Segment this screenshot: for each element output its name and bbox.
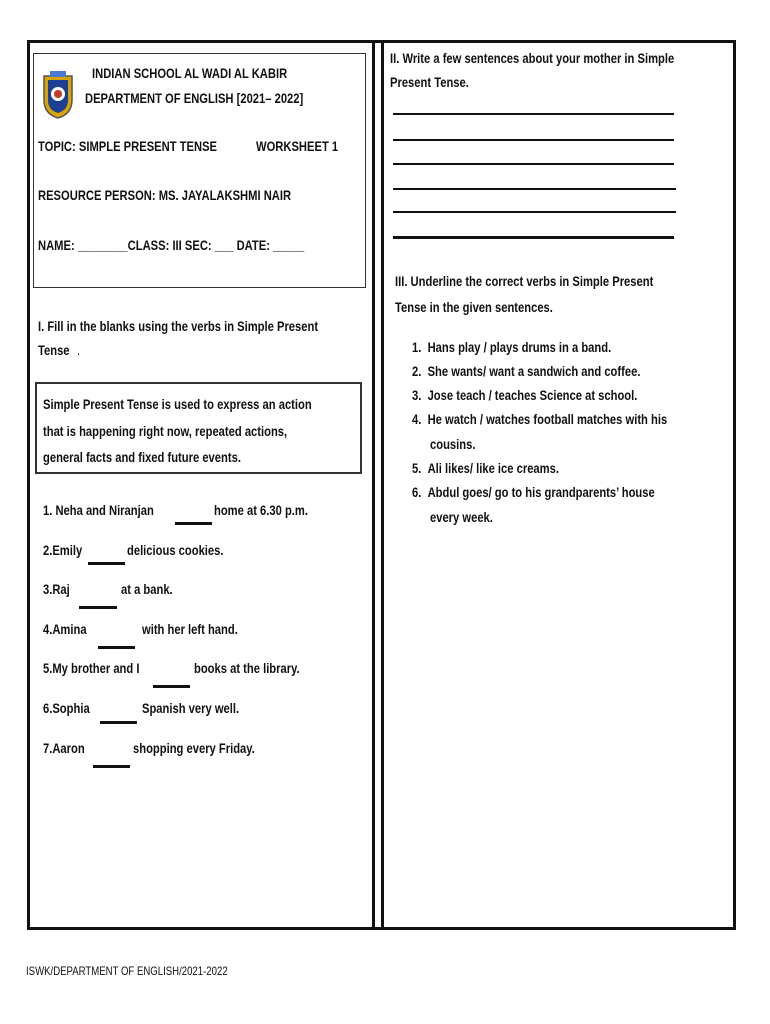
section1-title-line1: I. Fill in the blanks using the verbs in Simple Present (38, 318, 319, 334)
list-item: 2. She wants/ want a sandwich and coffee. (412, 363, 641, 379)
list-item: 1. Neha and Niranjan (43, 502, 154, 518)
section1-title-line2: Tense (38, 342, 70, 358)
definition-line: Simple Present Tense is used to express an action (43, 396, 312, 412)
answer-blank[interactable] (93, 751, 130, 768)
answer-blank[interactable] (153, 671, 190, 688)
school-logo (40, 70, 76, 120)
writing-line[interactable] (393, 188, 676, 190)
list-item: 5.My brother and I (43, 660, 140, 676)
definition-line: that is happening right now, repeated actions, (43, 423, 288, 439)
answer-blank[interactable] (100, 707, 137, 724)
list-item: 7.Aaron (43, 740, 85, 756)
list-item: 6. Abdul goes/ go to his grandparents’ house (412, 484, 655, 500)
writing-line[interactable] (393, 163, 674, 165)
student-info-line: NAME: ________CLASS: III SEC: ___ DATE: _____ (38, 237, 305, 253)
list-item: 1. Hans play / plays drums in a band. (412, 339, 612, 355)
list-item: 4.Amina (43, 621, 87, 637)
footer-text: ISWK/DEPARTMENT OF ENGLISH/2021-2022 (26, 964, 228, 978)
section3-title-line1: III. Underline the correct verbs in Simple Present (395, 273, 654, 289)
list-item: 3.Raj (43, 581, 70, 597)
column-divider-right (381, 40, 384, 930)
definition-line: general facts and fixed future events. (43, 449, 241, 465)
topic: TOPIC: SIMPLE PRESENT TENSE (38, 138, 218, 154)
answer-blank[interactable] (98, 632, 135, 649)
list-item: 3. Jose teach / teaches Science at school. (412, 387, 638, 403)
writing-line[interactable] (393, 139, 674, 141)
school-name: INDIAN SCHOOL AL WADI AL KABIR (92, 65, 288, 81)
list-item: 2.Emily (43, 542, 83, 558)
list-item: 6.Sophia (43, 700, 90, 716)
school-crest-icon (40, 70, 76, 120)
writing-line[interactable] (393, 113, 674, 115)
section2-title-line2: Present Tense. (390, 74, 469, 90)
list-item: 4. He watch / watches football matches with his (412, 411, 668, 427)
section3-title-line2: Tense in the given sentences. (395, 299, 553, 315)
answer-blank[interactable] (79, 592, 117, 609)
list-item: 5. Ali likes/ like ice creams. (412, 460, 559, 476)
answer-blank[interactable] (88, 548, 125, 565)
section2-title-line1: II. Write a few sentences about your mother in Simple (390, 50, 675, 66)
department-name: DEPARTMENT OF ENGLISH [2021– 2022] (85, 90, 304, 106)
column-divider-left (372, 40, 375, 930)
worksheet-number: WORKSHEET 1 (256, 138, 339, 154)
resource-person: RESOURCE PERSON: MS. JAYALAKSHMI NAIR (38, 187, 292, 203)
writing-line[interactable] (393, 211, 676, 213)
answer-blank[interactable] (175, 508, 212, 525)
writing-line[interactable] (393, 236, 674, 239)
